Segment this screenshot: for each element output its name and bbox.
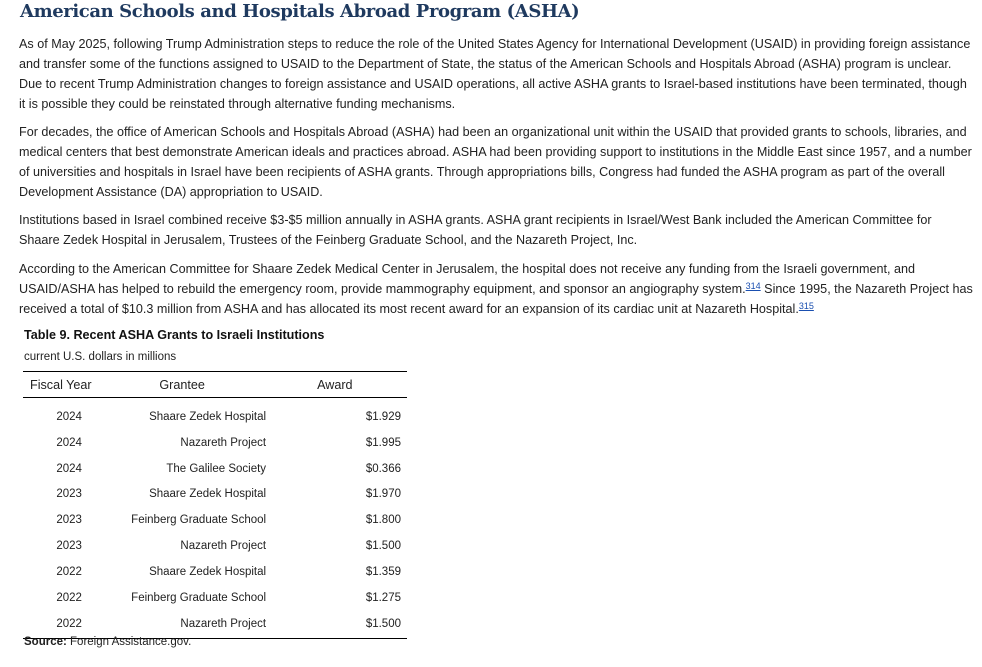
table-row xyxy=(23,398,407,431)
table-row xyxy=(23,507,407,533)
cell-award: $1.995 xyxy=(365,436,401,449)
cell-award: $1.929 xyxy=(365,411,401,423)
cell-grantee: Shaare Zedek Hospital xyxy=(149,488,267,501)
header-fiscal-year: Fiscal Year xyxy=(23,372,95,398)
footnote-ref-315 xyxy=(799,301,814,311)
cell-year: 2022 xyxy=(56,565,82,578)
header-award: Award xyxy=(266,372,407,398)
table-row xyxy=(23,456,407,482)
cell-grantee: Nazareth Project xyxy=(180,540,267,553)
paragraph-funding: Institutions based in Israel combined receive $3-$5 million annually in ASHA grants. ASHA grant recipients in Israel/West Bank included the American Committee for Shaare Zedek Hospital in Jerusalem, Trustees of the Feinberg Graduate School, and the Nazareth Project, Inc. xyxy=(19,213,932,247)
cell-grantee: Feinberg Graduate School xyxy=(131,514,267,527)
table-row xyxy=(23,611,407,639)
paragraph-recipients-text-b: Since 1995, the Nazareth Project has received a total of $10.3 million from ASHA and has allocated its most recent award for an expansion of its cardiac unit at Nazareth Hospital. xyxy=(19,282,973,316)
footnote-link-315[interactable]: 315 xyxy=(798,301,814,311)
paragraph-recipients xyxy=(19,259,974,319)
table-row xyxy=(23,559,407,585)
source-label: Source: xyxy=(24,636,67,648)
source-text: Foreign Assistance.gov. xyxy=(66,636,192,648)
cell-award: $1.359 xyxy=(365,565,401,578)
table-header-row xyxy=(23,372,407,398)
cell-grantee: Feinberg Graduate School xyxy=(131,591,267,604)
cell-year: 2022 xyxy=(56,591,82,604)
table-source xyxy=(24,636,191,648)
cell-year: 2022 xyxy=(23,611,95,639)
cell-year: 2023 xyxy=(56,488,82,501)
cell-grantee: Shaare Zedek Hospital xyxy=(149,565,267,578)
paragraph-status: As of May 2025, following Trump Administration steps to reduce the role of the United States Agency for International Development (USAID) in providing foreign assistance and transfer some of the functions assigned to USAID to the Department of State, the status of the American Schools and Hospitals Abroad (ASHA) program is unclear. Due to recent Trump Administration changes to foreign assistance and USAID operations, all active ASHA grants to Israel-based institutions have been terminated, though it is possible they could be reinstated through alternative funding mechanisms. xyxy=(19,37,971,111)
table-row xyxy=(23,585,407,611)
asha-grants-table xyxy=(23,371,407,639)
table-subtitle: current U.S. dollars in millions xyxy=(24,351,177,363)
cell-year: 2024 xyxy=(56,436,82,449)
paragraph-history: For decades, the office of American Schools and Hospitals Abroad (ASHA) had been an organizational unit within the USAID that provided grants to schools, libraries, and medical centers that best demonstrate American ideals and practices abroad. ASHA had been providing support to institutions in the Middle East since 1957, and a number of universities and hospitals in Israel have been recipients of ASHA grants. Through appropriations bills, Congress had funded the ASHA program as part of the overall Development Assistance (DA) appropriation to USAID. xyxy=(19,125,972,199)
cell-grantee: Shaare Zedek Hospital xyxy=(149,411,267,423)
paragraph-recipients-text-a: According to the American Committee for Shaare Zedek Medical Center in Jerusalem, the hospital does not receive any funding from the Israeli government, and USAID/ASHA has helped to rebuild the emergency room, provide mammography equipment, and sponsor an angiography system. xyxy=(19,262,916,296)
cell-award: $0.366 xyxy=(365,462,401,475)
footnote-ref-314 xyxy=(746,281,761,291)
cell-award: $1.275 xyxy=(365,591,401,604)
footnote-link-314[interactable]: 314 xyxy=(745,281,761,291)
cell-year: 2024 xyxy=(56,411,82,423)
cell-award: $1.500 xyxy=(365,540,401,553)
cell-year: 2023 xyxy=(56,540,82,553)
cell-grantee: The Galilee Society xyxy=(166,462,267,475)
table-row xyxy=(23,430,407,456)
cell-award: $1.970 xyxy=(365,488,401,501)
cell-year: 2024 xyxy=(56,462,82,475)
header-grantee: Grantee xyxy=(95,372,266,398)
cell-year: 2023 xyxy=(56,514,82,527)
table-title: Table 9. Recent ASHA Grants to Israeli Institutions xyxy=(24,328,325,342)
section-heading: American Schools and Hospitals Abroad Program (ASHA) xyxy=(20,1,580,22)
cell-award: $1.500 xyxy=(266,611,407,639)
cell-award: $1.800 xyxy=(365,514,401,527)
cell-grantee: Nazareth Project xyxy=(180,436,267,449)
cell-grantee: Nazareth Project xyxy=(95,611,266,639)
table-row xyxy=(23,533,407,559)
table-row xyxy=(23,482,407,508)
